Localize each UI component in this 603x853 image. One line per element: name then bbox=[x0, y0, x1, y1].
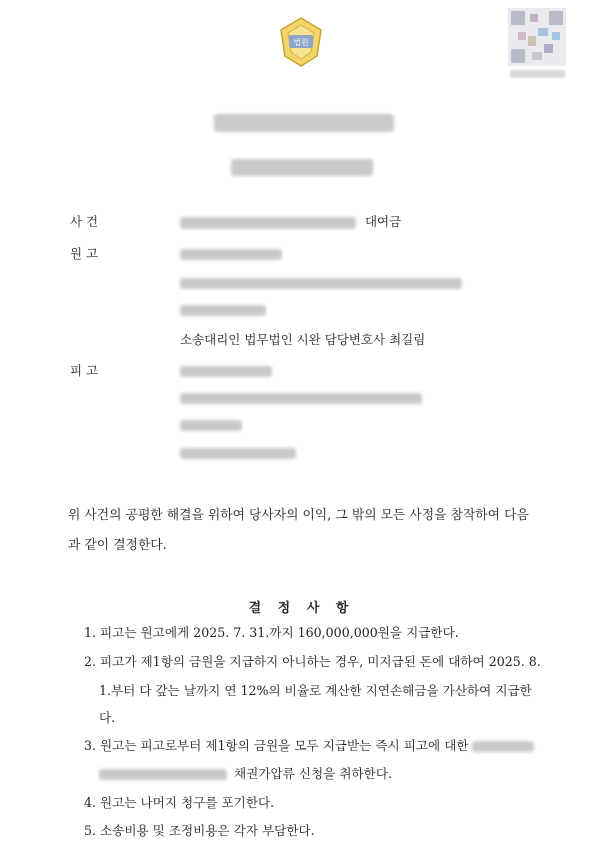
defendant-address-redacted bbox=[180, 393, 422, 404]
decision-heading: 결 정 사 항 bbox=[248, 601, 355, 616]
court-name-redacted bbox=[214, 114, 394, 132]
case-number-row bbox=[180, 214, 401, 230]
decision-item-2-line-1: 2. 피고가 제1항의 금원을 지급하지 아니하는 경우, 미지급된 돈에 대하여 2025. 8. bbox=[84, 654, 541, 669]
defendant-label: 피 고 bbox=[70, 363, 99, 378]
decision-item-1: 1. 피고는 원고에게 2025. 7. 31.까지 160,000,000원을 지급한다. bbox=[84, 625, 459, 640]
intro-line-1: 위 사건의 공평한 해결을 위하여 당사자의 이익, 그 밖의 모든 사정을 참작하여 다음 bbox=[68, 508, 529, 523]
item-3-redacted-b bbox=[99, 769, 227, 780]
decision-item-2-line-2: 1.부터 다 갚는 날까지 연 12%의 비율로 계산한 지연손해금을 가산하여 지급한 bbox=[99, 683, 532, 698]
qr-code-icon bbox=[508, 8, 566, 66]
plaintiff-attorney: 소송대리인 법무법인 시완 담당변호사 최길림 bbox=[180, 332, 426, 347]
defendant-attorney-redacted bbox=[180, 448, 296, 459]
item-3-suffix: 채권가압류 신청을 취하한다. bbox=[234, 766, 393, 781]
case-type: 대여금 bbox=[364, 214, 402, 229]
decision-item-3-line-1: 3. 원고는 피고로부터 제1항의 금원을 모두 지급받는 즉시 피고에 대한 bbox=[84, 738, 469, 753]
defendant-rep-redacted bbox=[180, 420, 242, 431]
court-emblem-icon bbox=[277, 16, 325, 68]
plaintiff-rep-redacted bbox=[180, 305, 266, 316]
qr-caption-redacted bbox=[510, 70, 565, 78]
case-number-redacted bbox=[180, 217, 356, 229]
plaintiff-address-redacted bbox=[180, 278, 462, 289]
case-label: 사 건 bbox=[70, 214, 99, 229]
plaintiff-name-redacted bbox=[180, 249, 282, 260]
decision-item-4: 4. 원고는 나머지 청구를 포기한다. bbox=[84, 795, 275, 810]
decision-item-2-line-3: 다. bbox=[99, 710, 116, 725]
item-3-redacted-a bbox=[472, 741, 534, 752]
emblem-label: 법원 bbox=[293, 38, 309, 47]
document-title-redacted bbox=[231, 159, 373, 176]
plaintiff-label: 원 고 bbox=[70, 246, 99, 261]
decision-item-3-line-2 bbox=[99, 766, 392, 782]
decision-item-5: 5. 소송비용 및 조정비용은 각자 부담한다. bbox=[84, 823, 315, 838]
defendant-name-redacted bbox=[180, 366, 272, 377]
intro-line-2: 과 같이 결정한다. bbox=[68, 538, 167, 553]
